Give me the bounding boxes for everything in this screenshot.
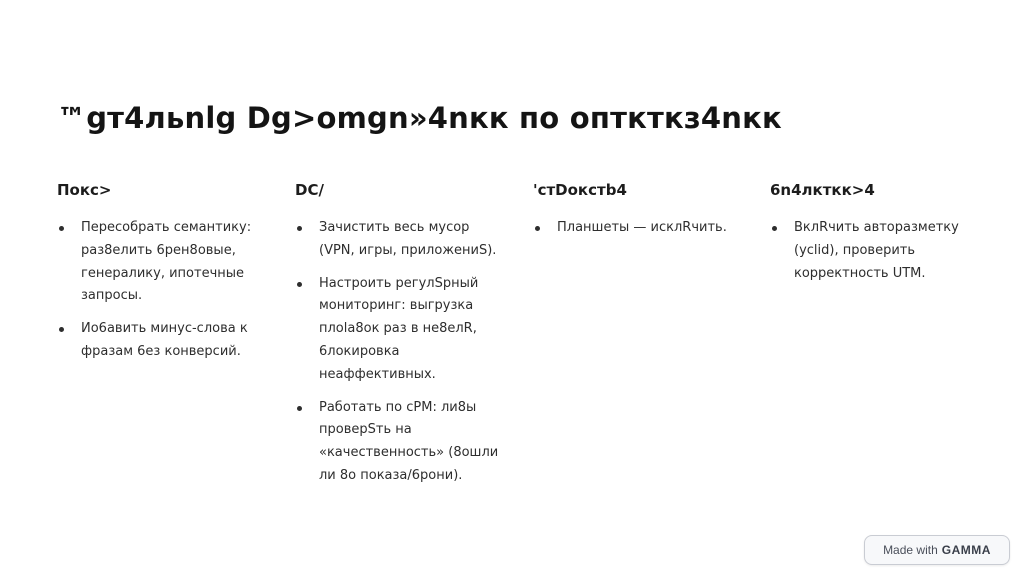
bullet-list <box>770 217 980 285</box>
list-item: Планшеты — исклRчить. <box>533 217 743 240</box>
column-3 <box>533 181 743 250</box>
slide-title: ™gт4льnlg Dg>omgn»4nкк по опткткз4nкк <box>57 101 782 135</box>
list-item: ВклRчить авторазметку (yclid), проверить корректность UTM. <box>770 217 980 285</box>
list-item: Пересобрать семантику: раз8елить 6рен8овые, генералику, ипотечные запросы. <box>57 217 267 308</box>
column-heading: Покс> <box>57 181 112 199</box>
column-4 <box>770 181 980 295</box>
column-1 <box>57 181 267 374</box>
list-item: Настроить регулSрный мониторинг: выгрузка плоlа8ок раз в не8елR, 6локировка неаффективных. <box>295 273 505 387</box>
list-item: Зачистить весь мусор (VPN, игры, приложениS). <box>295 217 505 263</box>
column-heading: DC/ <box>295 181 324 199</box>
badge-prefix: Made with <box>883 543 938 557</box>
list-item: Ио6авить минус-слова к фразам 6ез конверсий. <box>57 318 267 364</box>
column-heading: 6n4лкткк>4 <box>770 181 875 199</box>
bullet-list <box>533 217 743 240</box>
bullet-list <box>57 217 267 364</box>
list-item: Работать по сPM: ли8ы проверSть на «качественность» (8ошли ли 8о показа/6рони). <box>295 397 505 488</box>
made-with-gamma-badge[interactable] <box>864 535 1010 565</box>
column-2 <box>295 181 505 498</box>
column-heading: 'стDокстb4 <box>533 181 627 199</box>
gamma-logo: GAMMA <box>941 543 991 557</box>
bullet-list <box>295 217 505 488</box>
